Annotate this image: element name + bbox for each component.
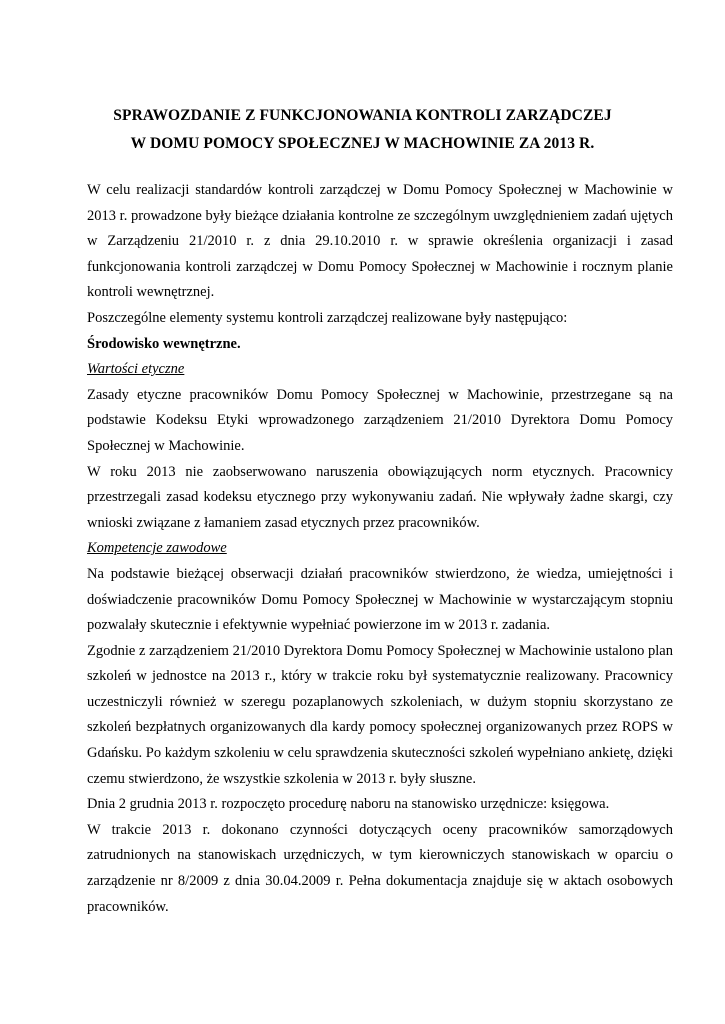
section-heading-internal-environment: Środowisko wewnętrzne.	[87, 335, 241, 352]
document-body	[87, 178, 673, 920]
elements-paragraph: Poszczególne elementy systemu kontroli zarządczej realizowane były następująco:	[87, 309, 568, 326]
competence-paragraph-3: Dnia 2 grudnia 2013 r. rozpoczęto procedurę naboru na stanowisko urzędnicze: księgowa.	[87, 796, 610, 813]
ethics-paragraph-2: W roku 2013 nie zaobserwowano naruszenia obowiązujących norm etycznych. Pracownicy przestrzegali zasad kodeksu etycznego przy wykonywaniu zadań. Nie wpływały żadne skargi, czy wnioski związane z łamaniem zasad etycznych przez pracowników.	[87, 463, 673, 531]
document-title-line-2: W DOMU POMOCY SPOŁECZNEJ W MACHOWINIE ZA 2013 R.	[130, 135, 595, 152]
ethics-paragraph-1: Zasady etyczne pracowników Domu Pomocy Społecznej w Machowinie, przestrzegane są na podstawie Kodeksu Etyki wprowadzonego zarządzeniem 21/2010 Dyrektora Domu Pomocy Społecznej w Machowinie.	[87, 386, 673, 454]
subheading-professional-competence: Kompetencje zawodowe	[87, 540, 227, 557]
intro-paragraph: W celu realizacji standardów kontroli zarządczej w Domu Pomocy Społecznej w Machowinie w 2013 r. prowadzone były bieżące działania kontrolne ze szczególnym uwzględnieniem zadań ujętych w Zarządzeniu 21/2010 r. z dnia 29.10.2010 r. w sprawie określenia organizacji i zasad funkcjonowania kontroli zarządczej w Domu Pomocy Społecznej w Machowinie i rocznym planie kontroli wewnętrznej.	[87, 182, 673, 301]
competence-paragraph-1: Na podstawie bieżącej obserwacji działań pracowników stwierdzono, że wiedza, umiejętności i doświadczenie pracowników Domu Pomocy Społecznej w Machowinie w wystarczającym stopniu pozwalały skutecznie i efektywnie wypełniać powierzone im w 2013 r. zadania.	[87, 565, 673, 634]
document-title-line-1: SPRAWOZDANIE Z FUNKCJONOWANIA KONTROLI ZARZĄDCZEJ	[113, 107, 612, 124]
competence-paragraph-2: Zgodnie z zarządzeniem 21/2010 Dyrektora Domu Pomocy Społecznej w Machowinie ustalono plan szkoleń w jednostce na 2013 r., który w trakcie roku był systematycznie realizowany. Pracownicy uczestniczyli również w szeregu pozaplanowych szkoleniach, w dużym stopniu skorzystano ze szkoleń bezpłatnych organizowanych dla kardy pomocy społecznej organizowanych przez ROPS w Gdańsku. Po każdym szkoleniu w celu sprawdzenia skuteczności szkoleń wypełniano ankietę, dzięki czemu stwierdzono, że wszystkie szkolenia w 2013 r. były słuszne.	[87, 642, 673, 787]
competence-paragraph-4: W trakcie 2013 r. dokonano czynności dotyczących oceny pracowników samorządowych zatrudnionych na stanowiskach urzędniczych, w tym kierowniczych stanowiskach w oparciu o zarządzenie nr 8/2009 z dnia 30.04.2009 r. Pełna dokumentacja znajduje się w aktach osobowych pracowników.	[87, 821, 673, 915]
subheading-ethical-values: Wartości etyczne	[87, 361, 185, 378]
